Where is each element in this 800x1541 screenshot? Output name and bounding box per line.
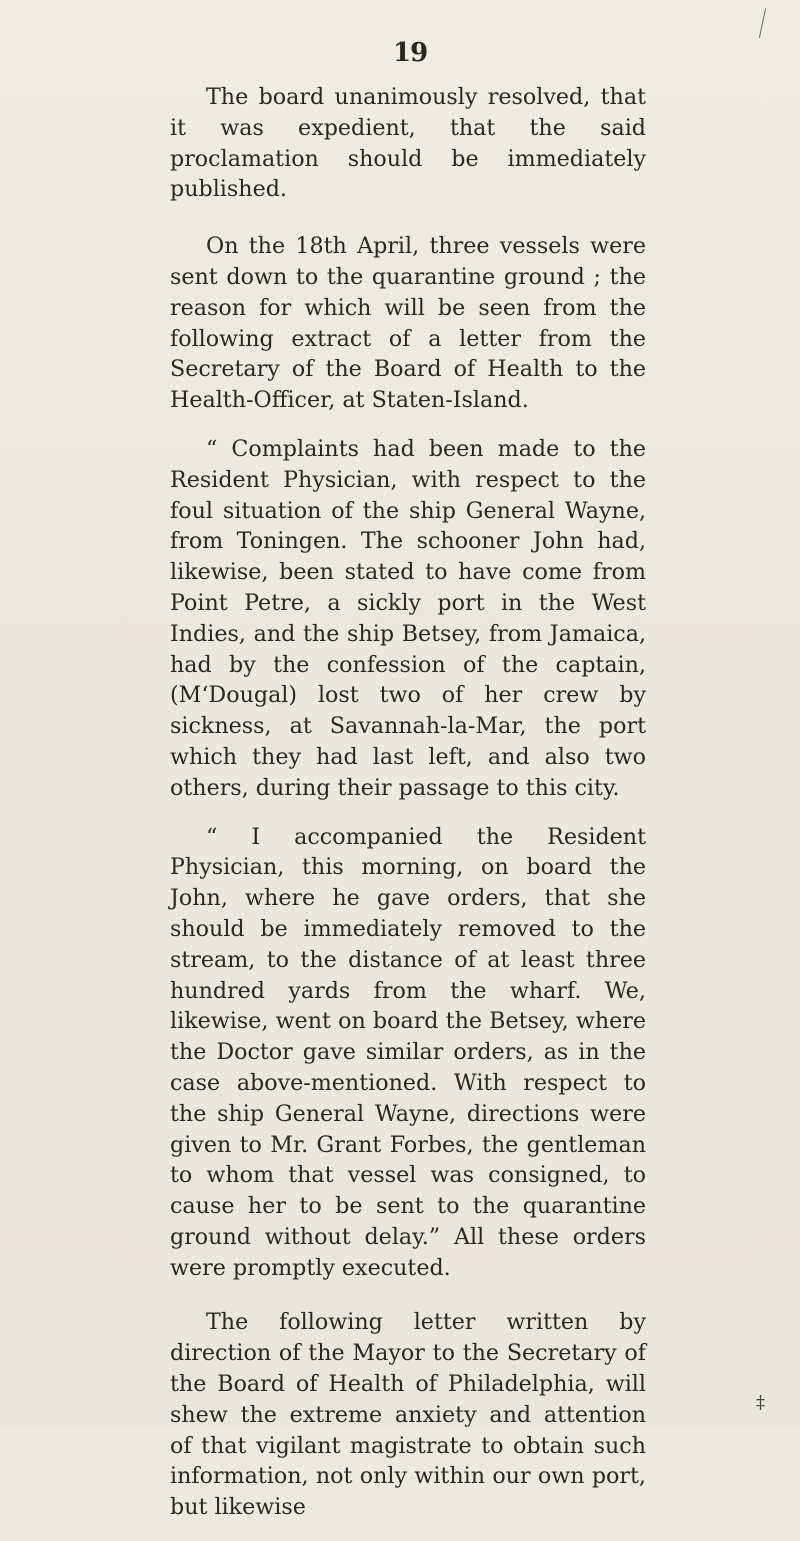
paragraph-board-resolution: The board unanimously resolved, that it was expedient, that the said proclamation should be immediately published.: [170, 84, 646, 203]
page-edge-mark: [759, 8, 766, 38]
paragraph-quarantine-vessels: On the 18th April, three vessels were sent down to the quarantine ground ; the reason for which will be seen from the following extract of a letter from the Secretary of the Board of Health to the Health-Officer, at Staten-Island.: [170, 233, 646, 414]
paragraph-accompanied-quote: “ I accompanied the Resident Physician, this morning, on board the John, where he gave orders, that she should be immediately removed to the stream, to the distance of at least three hundred yards from the wharf. We, likewise, went on board the Betsey, where the Doctor gave similar orders, as in the case above-mentioned. With respect to the ship General Wayne, directions were given to Mr. Grant Forbes, the gentleman to whom that vessel was consigned, to cause her to be sent to the quarantine ground without delay.” All these orders were promptly executed.: [170, 823, 646, 1281]
paragraph-complaints-quote: “ Complaints had been made to the Resident Physician, with respect to the foul situation of the ship General Wayne, from Toningen. The schooner John had, likewise, been stated to have come from Point Petre, a sickly port in the West Indies, and the ship Betsey, from Jamaica, had by the confession of the captain, (M‘Dougal) lost two of her crew by sickness, at Savannah-la-Mar, the port which they had last left, and also two others, during their passage to this city.: [170, 435, 646, 801]
paragraph-following-letter: The following letter written by direction of the Mayor to the Secretary of the Board of Health of Philadelphia, will shew the extreme anxiety and attention of that vigilant magistrate to obtain such information, not only within our own port, but likewise: [170, 1309, 646, 1521]
signature-mark-icon: ‡: [756, 1392, 765, 1413]
page-number: 19: [393, 38, 428, 68]
body-text: [170, 82, 646, 1541]
